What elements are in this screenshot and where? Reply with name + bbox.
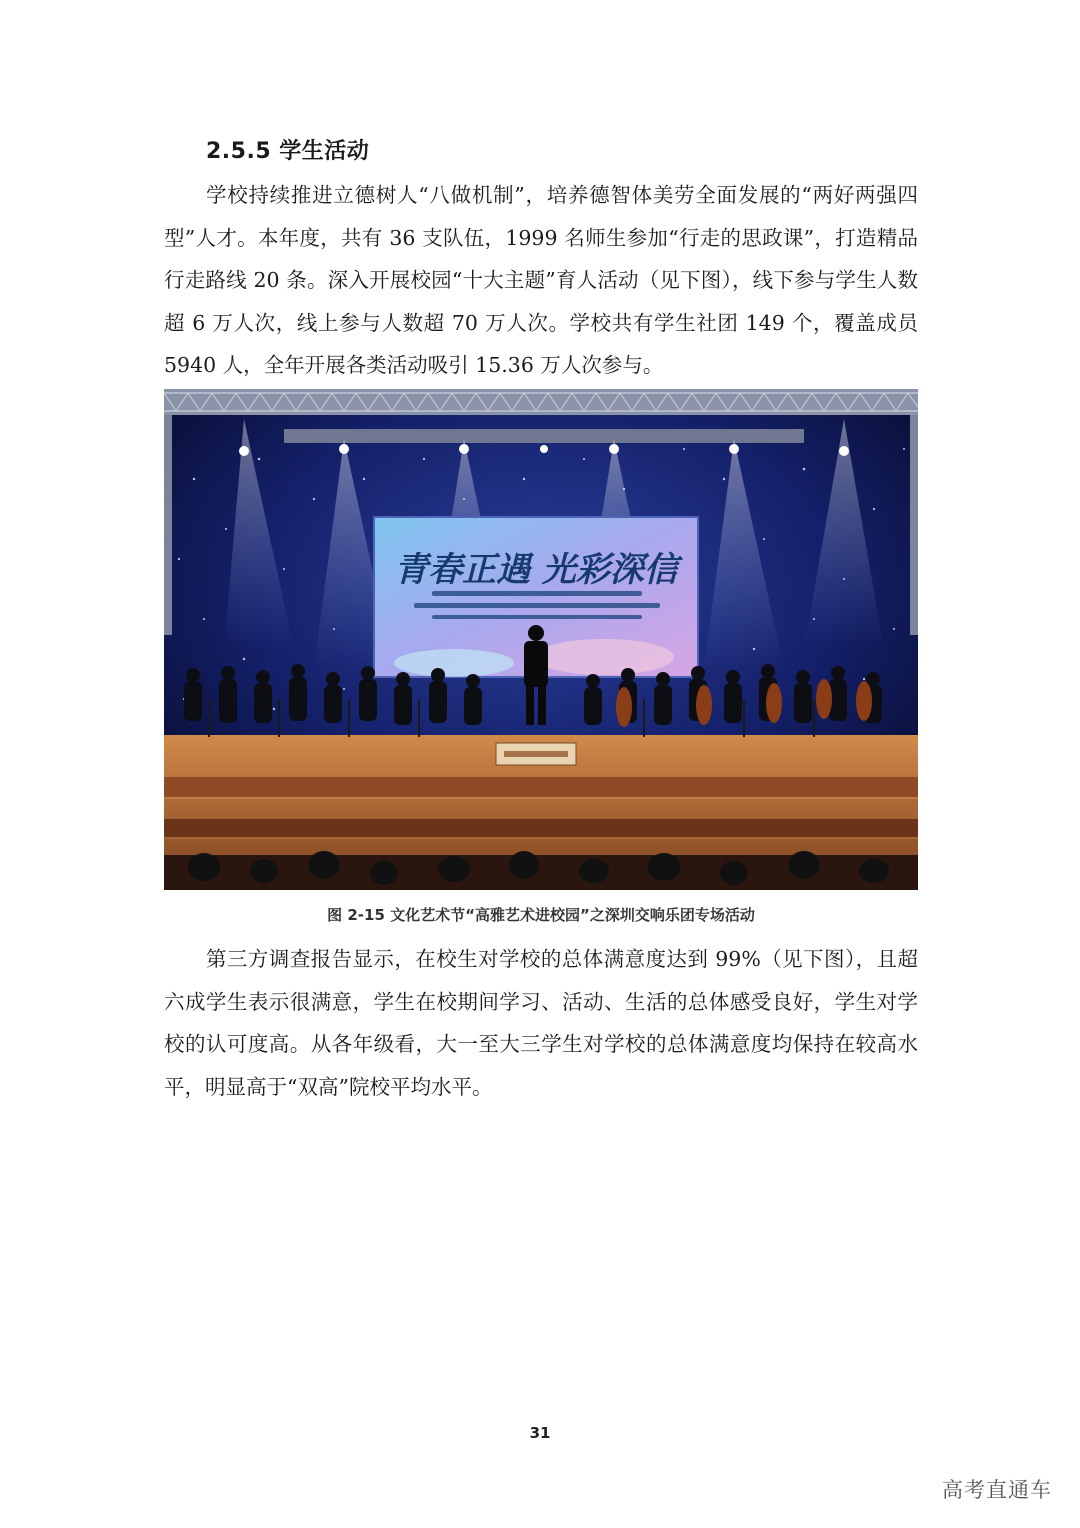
screen-title: 青春正遇 光彩深信 <box>394 550 678 590</box>
page-number: 31 <box>529 1424 551 1442</box>
section-heading: 2.5.5 学生活动 <box>206 139 370 164</box>
watermark-text: 高考直通车 <box>942 1478 1052 1502</box>
figure-caption: 图 2-15 文化艺术节“高雅艺术进校园”之深圳交响乐团专场活动 <box>327 906 755 924</box>
paragraph-student-activities: 学校持续推进立德树人“八做机制”，培养德智体美劳全面发展的“两好两强四型”人才。本年度，共有 36 支队伍，1999 名师生参加“行走的思政课”，打造精品行走路线 20 条。深入开展校园“十大主题”育人活动（见下图），线下参与学生人数超 6 万人次，线上参与人数超 70 万人次。学校共有学生社团 149 个，覆盖成员 5940 人，全年开展各类活动吸引 15.36 万人次参与。 <box>164 183 918 378</box>
orchestra-photo <box>164 389 918 890</box>
paragraph-satisfaction: 第三方调查报告显示，在校生对学校的总体满意度达到 99%（见下图），且超六成学生表示很满意，学生在校期间学习、活动、生活的总体感受良好，学生对学校的认可度高。从各年级看，大一至大三学生对学校的总体满意度均保持在较高水平，明显高于“双高”院校平均水平。 <box>164 947 918 1099</box>
